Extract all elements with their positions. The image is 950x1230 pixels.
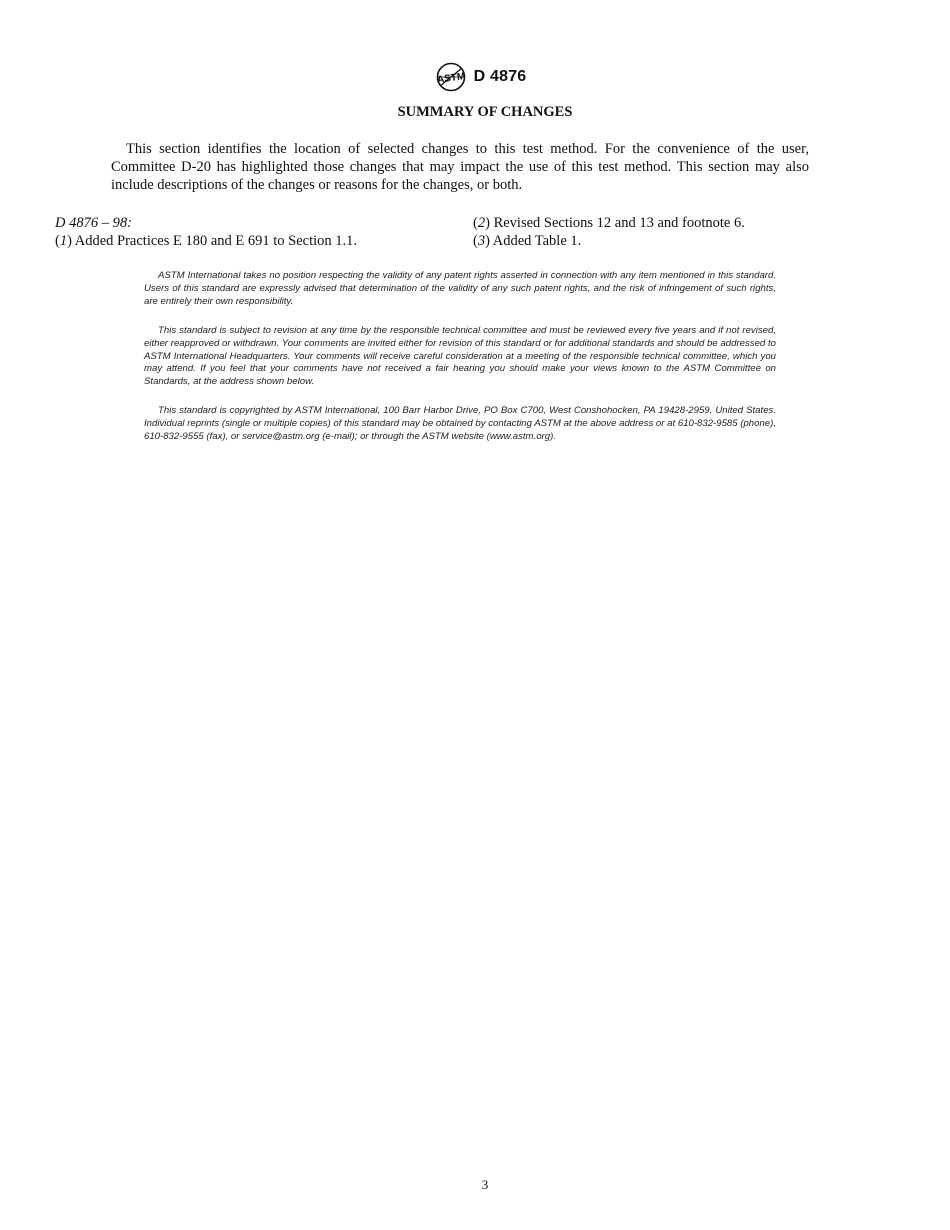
- change-item-text: Revised Sections 12 and 13 and footnote 6.: [493, 215, 745, 231]
- svg-text:ASTM: ASTM: [436, 71, 466, 86]
- changes-left-column: [55, 214, 455, 250]
- change-item-text: Added Practices E 180 and E 691 to Section 1.1.: [74, 233, 358, 249]
- page-number: 3: [481, 1177, 489, 1192]
- revision-notice: This standard is subject to revision at any time by the responsible technical committee and must be reviewed every five years and if not revised, either reapproved or withdrawn. Your comments are invited either for revision of this standard or for additional standards and should be addressed to ASTM International Headquarters. Your comments will receive careful consideration at a meeting of the responsible technical committee, which you may attend. If you feel that your comments have not received a fair hearing you should make your views known to the ASTM Committee on Standards, at the address shown below.: [144, 324, 776, 388]
- astm-logo-icon: [434, 62, 468, 92]
- change-item: (3) Added Table 1.: [473, 233, 582, 249]
- change-item-text: Added Table 1.: [492, 233, 582, 249]
- change-item: (1) Added Practices E 180 and E 691 to Section 1.1.: [55, 233, 358, 249]
- section-title: SUMMARY OF CHANGES: [397, 104, 573, 120]
- change-item-number: 3: [477, 233, 486, 249]
- change-item-number: 2: [477, 215, 486, 231]
- standard-designation: D 4876: [473, 68, 527, 85]
- change-item: (2) Revised Sections 12 and 13 and footnote 6.: [473, 215, 745, 231]
- changes-right-column: [473, 214, 813, 250]
- copyright-notice: This standard is copyrighted by ASTM International, 100 Barr Harbor Drive, PO Box C700, West Conshohocken, PA 19428-2959, United States. Individual reprints (single or multiple copies) of this standard may be obtained by contacting ASTM at the above address or at 610-832-9585 (phone), 610-832-9555 (fax), or service@astm.org (e-mail); or through the ASTM website (www.astm.org).: [144, 405, 776, 443]
- intro-paragraph: This section identifies the location of selected changes to this test method. For the convenience of the user, Committee D-20 has highlighted those changes that may impact the use of this test method. This section may also include descriptions of the changes or reasons for the changes, or both.: [111, 141, 809, 193]
- header-inner: [434, 62, 527, 92]
- change-item-number: 1: [59, 233, 68, 249]
- changes-heading: D 4876 – 98:: [55, 215, 132, 231]
- page-header: [0, 62, 950, 97]
- legal-notices: [144, 270, 776, 460]
- patent-notice: ASTM International takes no position respecting the validity of any patent rights asserted in connection with any item mentioned in this standard. Users of this standard are expressly advised that determination of the validity of any such patent rights, and the risk of infringement of such rights, are entirely their own responsibility.: [144, 270, 776, 307]
